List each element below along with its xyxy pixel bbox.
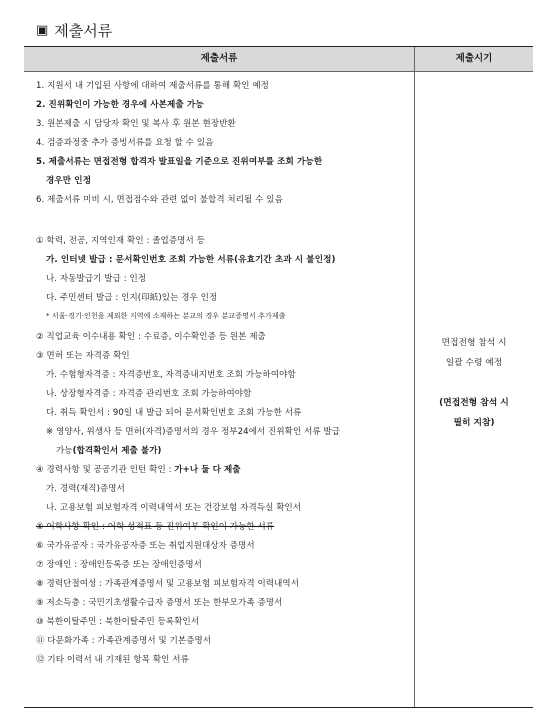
documents-table: [24, 46, 533, 708]
square-icon: ▣: [36, 23, 49, 38]
list-item: 다. 주민센터 발급 : 인지(印紙)있는 경우 인정: [46, 293, 218, 303]
section-title: 제출서류: [54, 22, 113, 40]
timing-line: (면접전형 참석 시: [439, 398, 509, 408]
list-item: 가. 인터넷 발급 : 문서확인번호 조회 가능한 서류(유효기간 초과 시 불인정): [46, 255, 336, 265]
list-item: ④ 경력사항 및 공공기관 인턴 확인 : 가+나 둘 다 제출: [36, 465, 241, 475]
list-item: ② 직업교육 이수내용 확인 : 수료증, 이수확인증 등 원본 제출: [36, 332, 266, 342]
note-line: 4. 검증과정중 추가 증빙서류를 요청 할 수 있음: [36, 138, 214, 148]
header-documents: 제출서류: [200, 53, 238, 64]
list-item: ⑩ 북한이탈주민 : 북한이탈주민 등록확인서: [36, 617, 200, 627]
list-item: 가. 경력(재직)증명서: [46, 484, 125, 494]
timing-line: 일괄 수령 예정: [445, 358, 503, 368]
list-item: 다. 취득 확인서 : 90일 내 발급 되어 문서확인번호 조회 가능한 서류: [46, 408, 302, 418]
list-item: ⑥ 국가유공자 : 국가유공자증 또는 취업지원대상자 증명서: [36, 541, 255, 551]
list-item: ③ 면허 또는 자격증 확인: [36, 351, 130, 361]
section-heading: [36, 20, 112, 41]
list-item: ⑦ 장애인 : 장애인등록증 또는 장애인증명서: [36, 560, 202, 570]
note-line: 5. 제출서류는 면접전형 합격자 발표일을 기준으로 진위여부를 조회 가능한: [36, 157, 323, 167]
list-item: ① 학력, 전공, 지역인재 확인 : 졸업증명서 등: [36, 236, 205, 246]
note-line: 2. 진위확인이 가능한 경우에 사본제출 가능: [36, 100, 204, 110]
list-item: 나. 상장형자격증 : 자격증 관리번호 조회 가능하여야함: [46, 389, 252, 399]
timing-line: 면접전형 참석 시: [441, 338, 507, 348]
list-item: 나. 고용보험 피보험자격 이력내역서 또는 건강보험 자격득실 확인서: [46, 503, 302, 513]
note-line: 6. 제출서류 미비 시, 면접점수와 관련 없이 불합격 처리될 수 있음: [36, 195, 283, 205]
list-item: ※ 영양사, 위생사 등 면허(자격)증명서의 경우 정부24에서 진위확인 서류 발급: [46, 427, 341, 437]
list-item: ⑪ 다문화가족 : 가족관계증명서 및 기본증명서: [36, 636, 212, 646]
list-item: 나. 자동발급기 발급 : 인정: [46, 274, 147, 284]
list-item: ⑤ 어학사항 확인 : 어학 성적표 등 진위여부 확인이 가능한 서류: [36, 522, 275, 532]
note-line: 1. 지원서 내 기입된 사항에 대하여 제출서류를 통해 확인 예정: [36, 81, 269, 91]
note-line: 경우만 인정: [46, 176, 92, 186]
list-item: ⑨ 저소득층 : 국민기초생활수급자 증명서 또는 한부모가족 증명서: [36, 598, 283, 608]
note-line: 3. 원본제출 시 담당자 확인 및 복사 후 원본 현장반환: [36, 119, 236, 129]
column-divider: [414, 47, 415, 707]
list-item: ⑫ 기타 이력서 내 기재된 항목 확인 서류: [36, 655, 189, 665]
table-header-row: [24, 47, 533, 72]
list-item: 가. 수험형자격증 : 자격증번호, 자격증내지번호 조회 가능하여야함: [46, 370, 296, 380]
list-item: 가능(합격확인서 제출 불가): [56, 446, 162, 456]
header-timing: 제출시기: [455, 53, 493, 64]
list-item: * 서울·경기·인천을 제외한 지역에 소재하는 분교의 경우 분교증명서 추가제출: [46, 312, 286, 320]
list-item: ⑧ 경력단절여성 : 가족관계증명서 및 고용보험 피보험자격 이력내역서: [36, 579, 300, 589]
timing-line: 필히 지참): [453, 418, 495, 428]
